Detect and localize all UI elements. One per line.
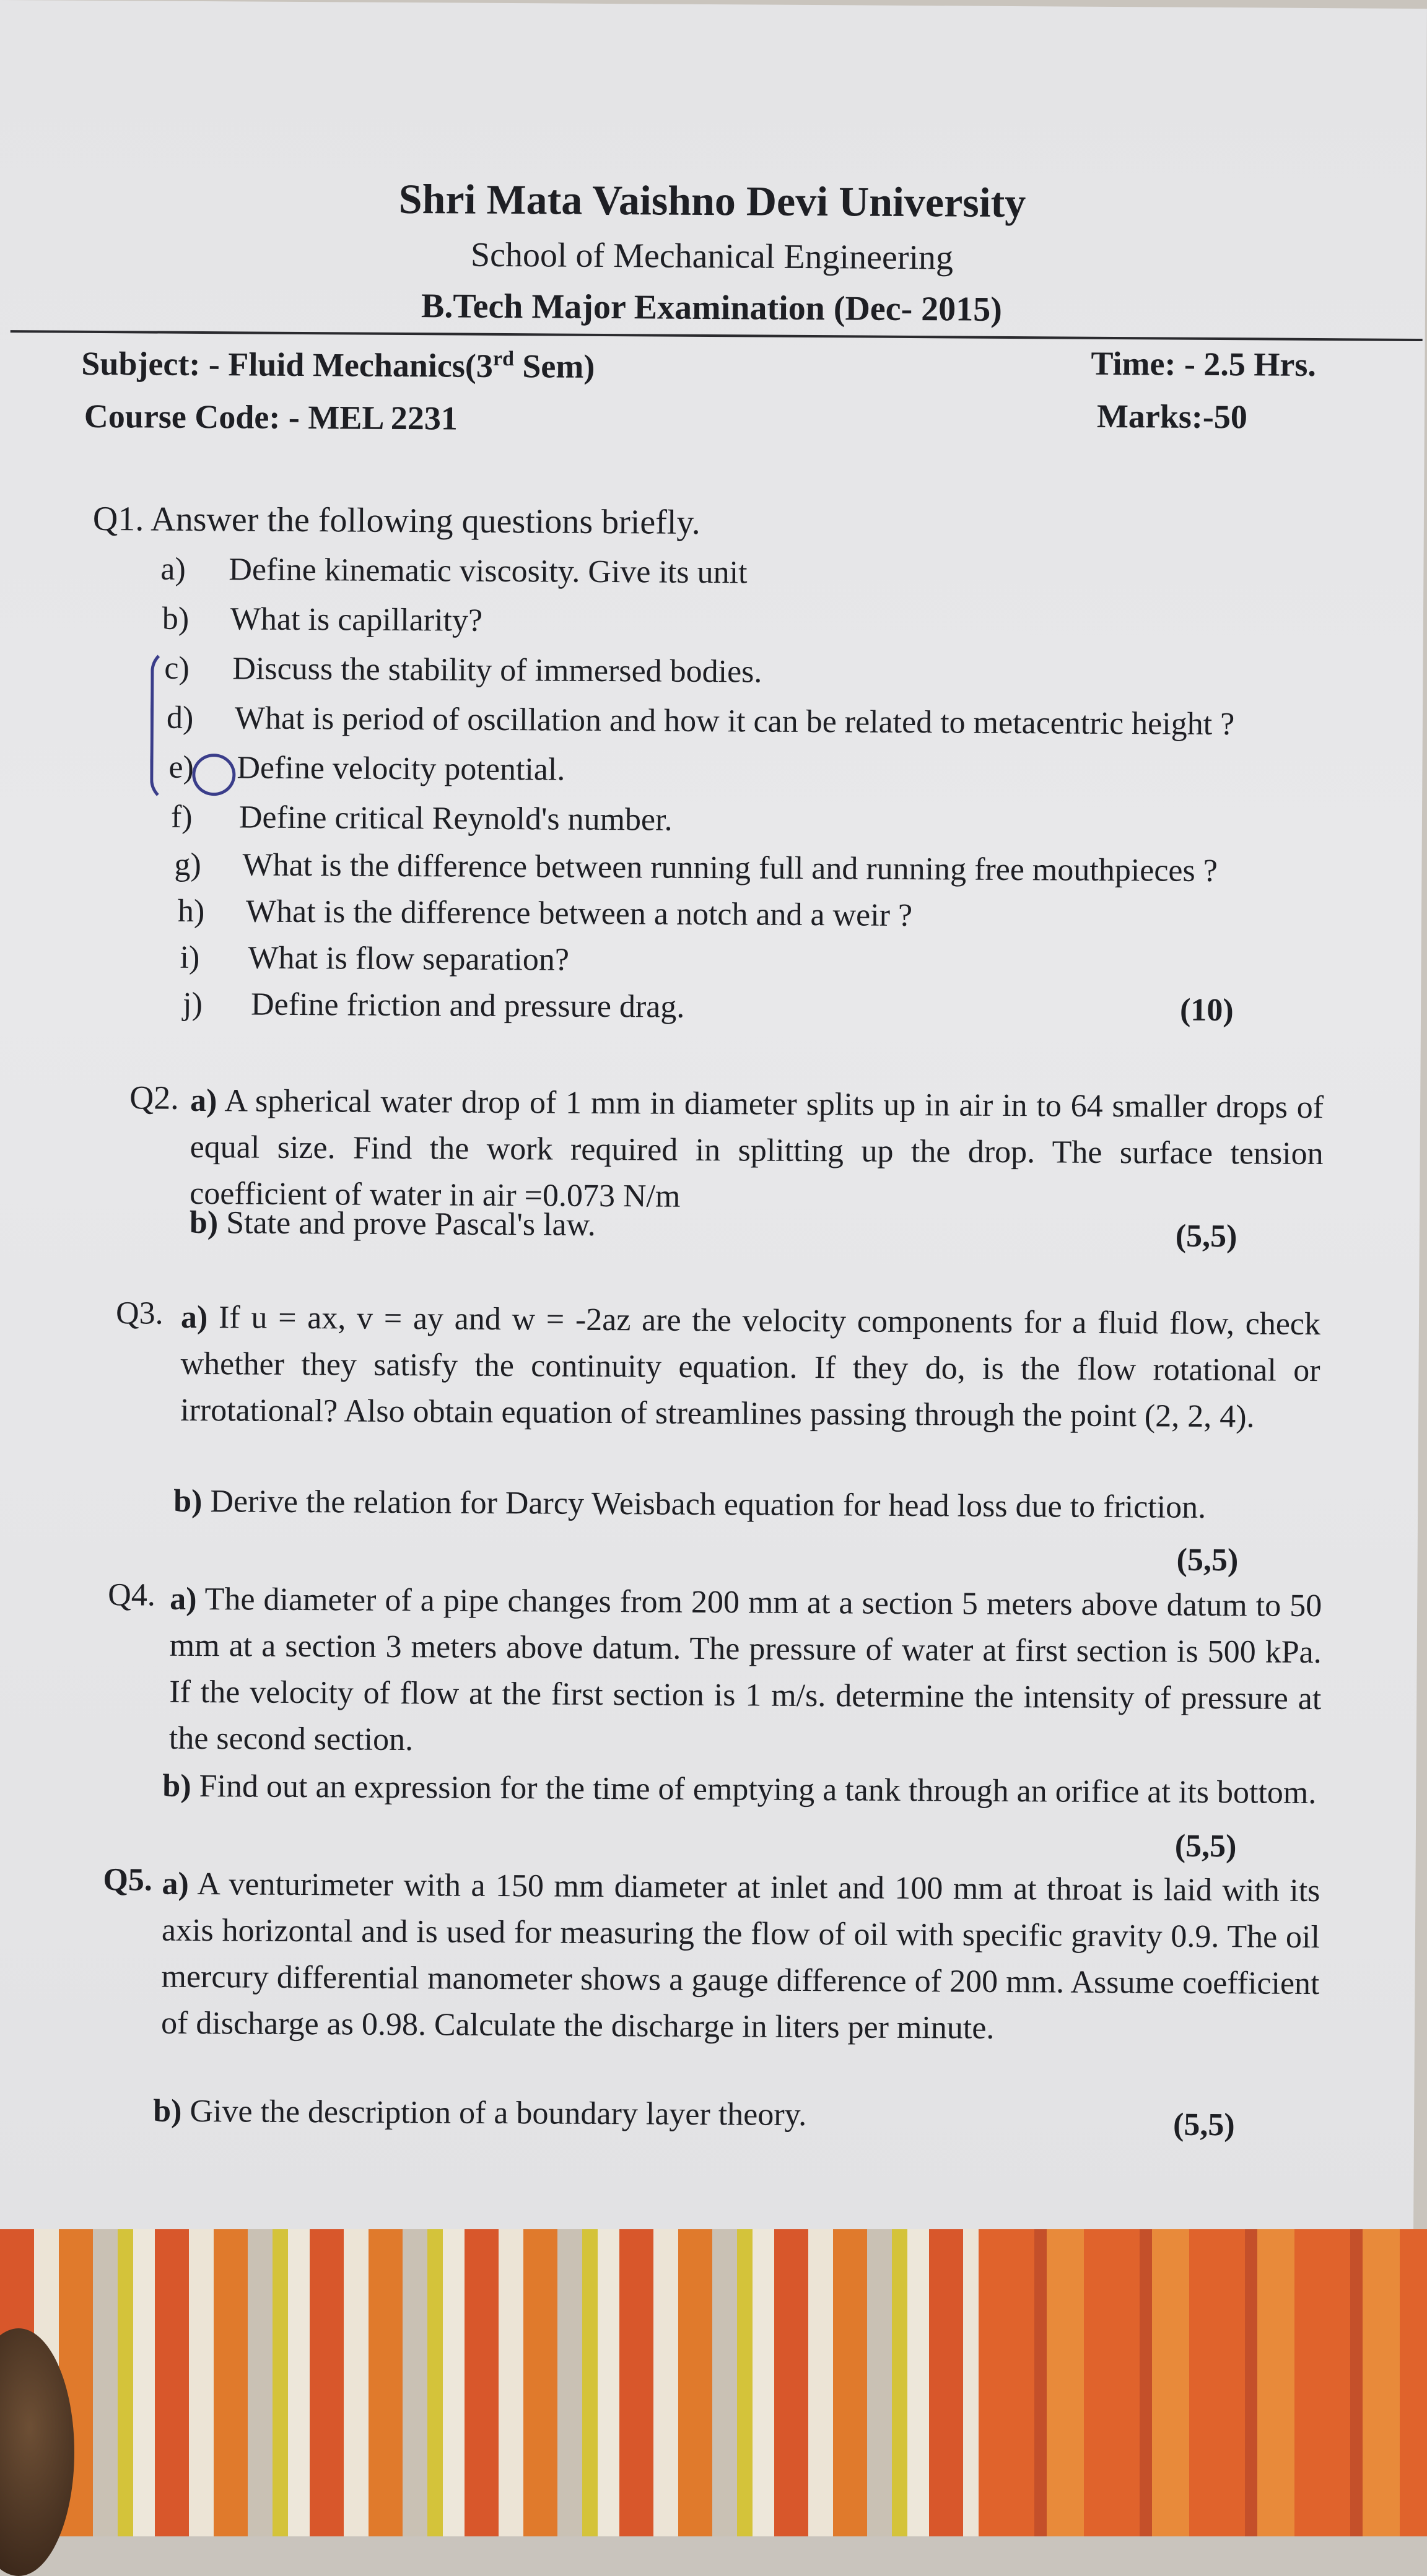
q4-marks: (5,5)	[1174, 1828, 1237, 1865]
university-name: Shri Mata Vaishno Devi University	[398, 175, 1026, 227]
q3-marks: (5,5)	[1176, 1542, 1239, 1578]
q3-part-b: b) Derive the relation for Darcy Weisbach equation for head loss due to friction.	[173, 1483, 1207, 1525]
subject-line: Subject: - Fluid Mechanics(3rd Sem)	[81, 344, 595, 385]
q1-marks: (10)	[1179, 992, 1234, 1029]
exam-marks: Marks:-50	[1096, 397, 1248, 436]
q2-part-b: b) State and prove Pascal's law.	[189, 1204, 596, 1243]
q4-part-a: a) The diameter of a pipe changes from 200 mm at a section 5 meters above datum to 50 mm at a section 3 meters above datum. The pressure of water at first section is 500 kPa. If the velocity of flow at the first section is 1 m/s. determine the intensity of pressure at the second section.	[168, 1581, 1322, 1758]
q1-item-j: j) Define friction and pressure drag.	[182, 986, 685, 1025]
q1-item-h: h) What is the difference between a notch and a weir ?	[177, 893, 913, 934]
exam-time: Time: - 2.5 Hrs.	[1091, 344, 1317, 383]
q1-item-g: g) What is the difference between running full and running free mouthpieces ?	[174, 846, 1218, 889]
q1-item-i: i) What is flow separation?	[180, 939, 570, 978]
q5-part-b: b) Give the description of a boundary layer theory.	[153, 2093, 807, 2133]
q2-part-a: a) A spherical water drop of 1 mm in diameter splits up in air in to 64 smaller drops of equal size. Find the work required in splitting up the drop. The surface tension coefficient of water in air =0.073 N/m	[190, 1082, 1324, 1214]
q1-item-a: a) Define kinematic viscosity. Give its unit	[160, 551, 748, 591]
cloth-stripes-right	[979, 2229, 1427, 2536]
q1-title: Q1. Answer the following questions briefly.	[92, 499, 700, 542]
q1-item-c: c) Discuss the stability of immersed bodies.	[164, 650, 762, 690]
exam-title: B.Tech Major Examination (Dec- 2015)	[421, 287, 1003, 329]
pen-circle-mark	[192, 754, 235, 796]
pen-bracket-mark	[150, 648, 198, 803]
q4-part-b: b) Find out an expression for the time of emptying a tank through an orifice at its bottom.	[162, 1768, 1317, 1811]
q1-item-b: b) What is capillarity?	[162, 601, 483, 638]
q3-part-a: a) If u = ax, v = ay and w = -2az are the velocity components for a fluid flow, check whether they satisfy the continuity equation. If they do, is the flow rotational or irrotational? Also obtain equation of streamlines passing through the point (2, 2, 4).	[180, 1299, 1321, 1435]
striped-cloth-background	[0, 2229, 1427, 2536]
q5-part-a: a) A venturimeter with a 150 mm diameter at inlet and 100 mm at throat is laid with its axis horizontal and is used for measuring the flow of oil with specific gravity 0.9. The oil mercury differential manometer shows a gauge difference of 200 mm. Assume coefficient of discharge as 0.98. Calculate the discharge in liters per minute.	[160, 1866, 1320, 2046]
q5-marks: (5,5)	[1172, 2107, 1235, 2143]
school-name: School of Mechanical Engineering	[470, 235, 954, 277]
q1-item-f: f) Define critical Reynold's number.	[170, 799, 673, 838]
q1-item-e: e) Define velocity potential.	[168, 749, 565, 788]
q4-number: Q4.	[108, 1577, 156, 1613]
q2-number: Q2.	[129, 1079, 179, 1116]
course-code: Course Code: - MEL 2231	[84, 397, 458, 437]
q2-marks: (5,5)	[1175, 1218, 1237, 1255]
header-rule	[11, 330, 1423, 341]
q5-number: Q5.	[103, 1862, 153, 1898]
q3-number: Q3.	[115, 1295, 164, 1331]
q1-item-d: d) What is period of oscillation and how it can be related to metacentric height ?	[166, 700, 1235, 742]
